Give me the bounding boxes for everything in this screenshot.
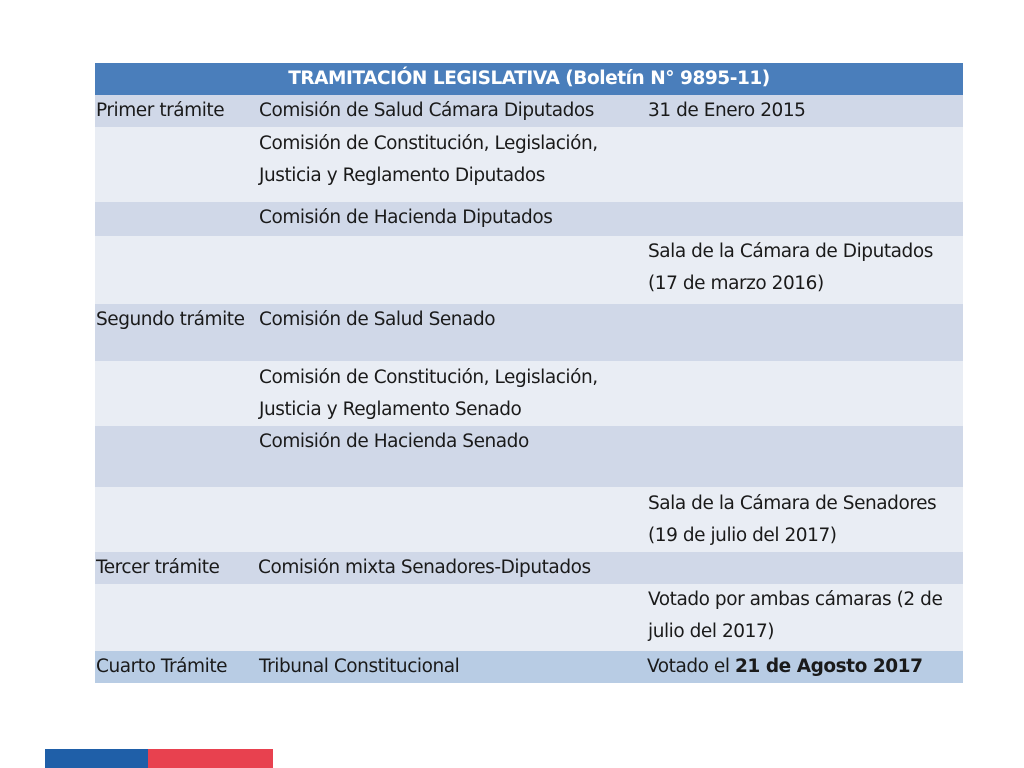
stage-cell: Cuarto Trámite	[95, 651, 255, 683]
table-header-row	[95, 63, 963, 95]
table-row	[95, 651, 963, 683]
body-text: Comisión de Constitución, Legislación, Justicia y Reglamento Senado	[259, 367, 598, 420]
body-cell: Comisión de Salud Cámara Diputados	[255, 95, 643, 127]
table-row	[95, 236, 963, 304]
table-row	[95, 487, 963, 552]
body-cell: Comisión de Salud Senado	[255, 304, 643, 361]
result-cell: Sala de la Cámara de Diputados (17 de marzo 2016)	[643, 236, 963, 304]
body-cell	[255, 127, 643, 202]
result-cell	[643, 426, 963, 487]
footer-bar-blue	[45, 749, 148, 768]
stage-cell	[95, 236, 255, 304]
stage-cell: Primer trámite	[95, 95, 255, 127]
table-row	[95, 426, 963, 487]
body-cell: Tribunal Constitucional	[255, 651, 643, 683]
result-prefix: Votado el	[647, 656, 735, 677]
stage-cell	[95, 361, 255, 426]
result-cell	[643, 552, 963, 584]
table-row	[95, 95, 963, 127]
result-text: Sala de la Cámara de Senadores (19 de julio del 2017)	[648, 493, 937, 546]
table-row	[95, 584, 963, 651]
body-cell	[255, 236, 643, 304]
table-row	[95, 127, 963, 202]
body-cell: Comisión mixta Senadores-Diputados	[255, 552, 643, 584]
body-cell: Comisión de Hacienda Senado	[255, 426, 643, 487]
stage-cell	[95, 584, 255, 651]
result-cell	[643, 487, 963, 552]
table-title: TRAMITACIÓN LEGISLATIVA (Boletín N° 9895-11)	[95, 63, 963, 95]
body-cell	[255, 584, 643, 651]
stage-cell: Tercer trámite	[95, 552, 255, 584]
body-cell	[255, 361, 643, 426]
table-row	[95, 552, 963, 584]
result-cell: Votado por ambas cámaras (2 de julio del 2017)	[643, 584, 963, 651]
stage-cell	[95, 487, 255, 552]
legislative-process-table	[95, 63, 963, 683]
result-cell	[643, 361, 963, 426]
table-row	[95, 361, 963, 426]
body-cell	[255, 487, 643, 552]
stage-cell: Segundo trámite	[95, 304, 255, 361]
body-text: Comisión de Constitución, Legislación, Justicia y Reglamento Diputados	[259, 133, 598, 186]
result-cell	[643, 202, 963, 236]
footer-bar-red	[148, 749, 273, 768]
result-cell	[643, 127, 963, 202]
result-cell	[643, 304, 963, 361]
stage-cell	[95, 127, 255, 202]
table-row	[95, 304, 963, 361]
result-cell: 31 de Enero 2015	[643, 95, 963, 127]
stage-cell	[95, 202, 255, 236]
result-cell	[643, 651, 963, 683]
table-row	[95, 202, 963, 236]
result-date-bold: 21 de Agosto 2017	[734, 656, 923, 677]
stage-cell	[95, 426, 255, 487]
body-cell: Comisión de Hacienda Diputados	[255, 202, 643, 236]
